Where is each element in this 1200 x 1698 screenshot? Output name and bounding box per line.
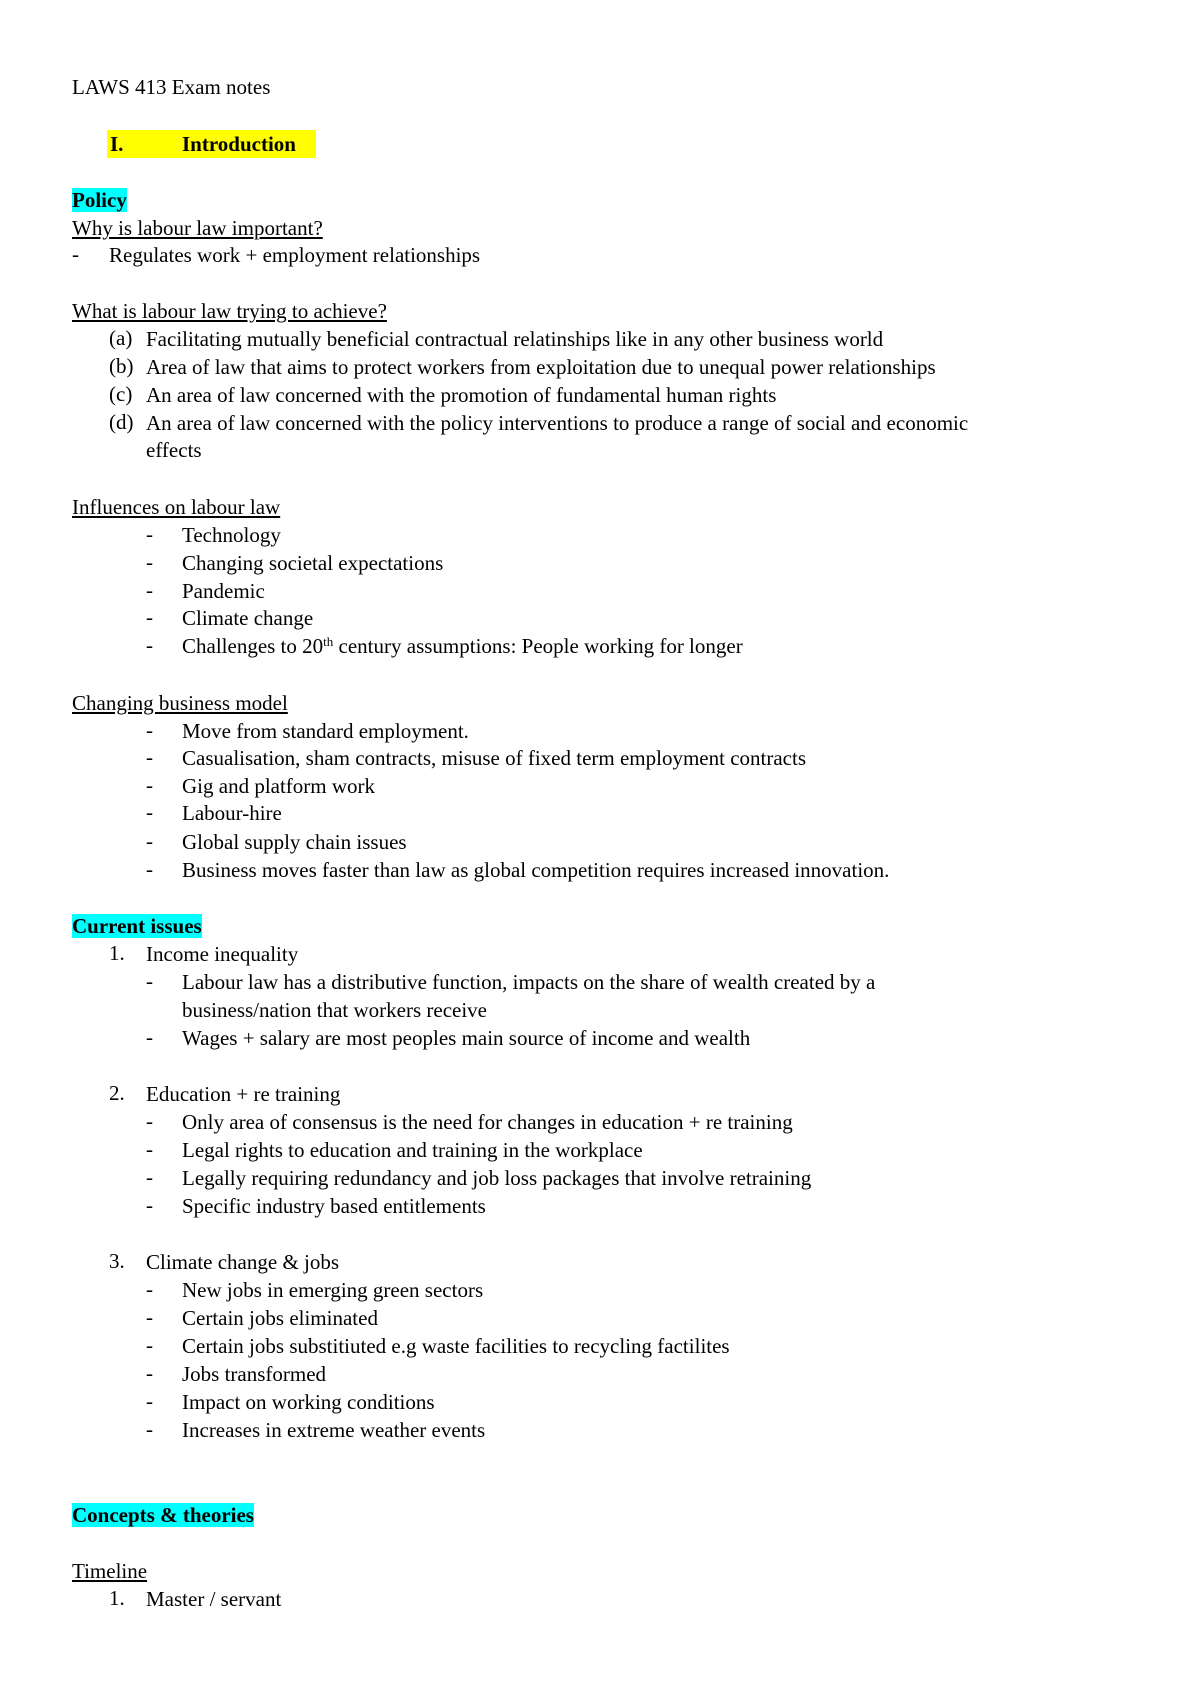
dash-bullet: -	[146, 1277, 153, 1301]
list-item: Labour-hire	[182, 801, 282, 825]
list-marker: (c)	[109, 382, 133, 406]
dash-bullet: -	[146, 1333, 153, 1357]
list-item-continuation: effects	[146, 438, 202, 462]
achieve-heading: What is labour law trying to achieve?	[72, 299, 387, 323]
list-item: Certain jobs eliminated	[182, 1306, 378, 1330]
dash-bullet: -	[146, 578, 153, 602]
list-item	[182, 633, 743, 659]
list-item: Move from standard employment.	[182, 719, 469, 743]
list-item: Master / servant	[146, 1587, 282, 1611]
list-item: Only area of consensus is the need for changes in education + re training	[182, 1110, 793, 1134]
list-item: Impact on working conditions	[182, 1390, 435, 1414]
list-item: An area of law concerned with the policy interventions to produce a range of social and economic	[146, 411, 969, 435]
list-item: Facilitating mutually beneficial contractual relatinships like in any other business world	[146, 327, 884, 351]
section-numeral: I.	[110, 132, 124, 156]
dash-bullet: -	[146, 1417, 153, 1441]
list-item: Legal rights to education and training in the workplace	[182, 1138, 643, 1162]
list-item: Pandemic	[182, 579, 265, 603]
dash-bullet: -	[146, 633, 153, 657]
dash-bullet: -	[146, 1137, 153, 1161]
dash-bullet: -	[146, 745, 153, 769]
dash-bullet: -	[146, 800, 153, 824]
why-heading: Why is labour law important?	[72, 216, 323, 240]
issue-title: Education + re training	[146, 1082, 341, 1106]
dash-bullet: -	[146, 1025, 153, 1049]
business-heading: Changing business model	[72, 691, 288, 715]
list-item-continuation: business/nation that workers receive	[182, 998, 487, 1022]
dash-bullet: -	[146, 1361, 153, 1385]
issue-title: Income inequality	[146, 942, 299, 966]
issue-title: Climate change & jobs	[146, 1250, 340, 1274]
list-item: Gig and platform work	[182, 774, 376, 798]
list-item: An area of law concerned with the promotion of fundamental human rights	[146, 383, 777, 407]
list-item: Legally requiring redundancy and job loss packages that involve retraining	[182, 1166, 812, 1190]
list-marker: (a)	[109, 326, 133, 350]
list-item: Business moves faster than law as global competition requires increased innovation.	[182, 858, 890, 882]
list-item: Area of law that aims to protect workers from exploitation due to unequal power relationships	[146, 355, 936, 379]
list-item: Increases in extreme weather events	[182, 1418, 486, 1442]
concepts-heading	[72, 1502, 254, 1528]
dash-bullet: -	[146, 773, 153, 797]
list-marker: 1.	[109, 941, 125, 965]
dash-bullet: -	[146, 969, 153, 993]
list-marker: 2.	[109, 1081, 125, 1105]
list-marker: (d)	[109, 410, 134, 434]
list-item: Climate change	[182, 606, 314, 630]
dash-bullet: -	[146, 1305, 153, 1329]
dash-bullet: -	[146, 1165, 153, 1189]
list-item: Changing societal expectations	[182, 551, 444, 575]
timeline-heading: Timeline	[72, 1559, 148, 1583]
dash-bullet: -	[146, 857, 153, 881]
list-item: Casualisation, sham contracts, misuse of fixed term employment contracts	[182, 746, 807, 770]
section-title: Introduction	[182, 132, 296, 156]
list-item-text: Challenges to 20	[182, 634, 324, 658]
dash-bullet: -	[146, 829, 153, 853]
list-item: Regulates work + employment relationships	[109, 243, 481, 267]
dash-bullet: -	[146, 522, 153, 546]
list-item: Jobs transformed	[182, 1362, 327, 1386]
concepts-heading-text: Concepts & theories	[72, 1503, 254, 1527]
dash-bullet: -	[146, 718, 153, 742]
list-item-text: century assumptions: People working for longer	[333, 634, 743, 658]
current-issues-heading	[72, 913, 202, 939]
influences-heading: Influences on labour law	[72, 495, 281, 519]
dash-bullet: -	[146, 550, 153, 574]
list-marker: 3.	[109, 1249, 125, 1273]
superscript: th	[323, 634, 334, 649]
list-item: Wages + salary are most peoples main source of income and wealth	[182, 1026, 751, 1050]
list-item: New jobs in emerging green sectors	[182, 1278, 484, 1302]
dash-bullet: -	[146, 1109, 153, 1133]
list-item: Global supply chain issues	[182, 830, 407, 854]
list-marker: 1.	[109, 1586, 125, 1610]
dash-bullet: -	[146, 605, 153, 629]
dash-bullet: -	[146, 1193, 153, 1217]
dash-bullet: -	[72, 242, 79, 266]
list-item: Labour law has a distributive function, impacts on the share of wealth created by a	[182, 970, 876, 994]
document-title: LAWS 413 Exam notes	[72, 75, 271, 99]
list-item: Technology	[182, 523, 281, 547]
policy-heading-text: Policy	[72, 188, 127, 212]
list-item: Specific industry based entitlements	[182, 1194, 486, 1218]
list-item: Certain jobs substitiuted e.g waste facilities to recycling factilites	[182, 1334, 730, 1358]
dash-bullet: -	[146, 1389, 153, 1413]
policy-heading	[72, 187, 127, 213]
list-marker: (b)	[109, 354, 134, 378]
current-issues-heading-text: Current issues	[72, 914, 202, 938]
